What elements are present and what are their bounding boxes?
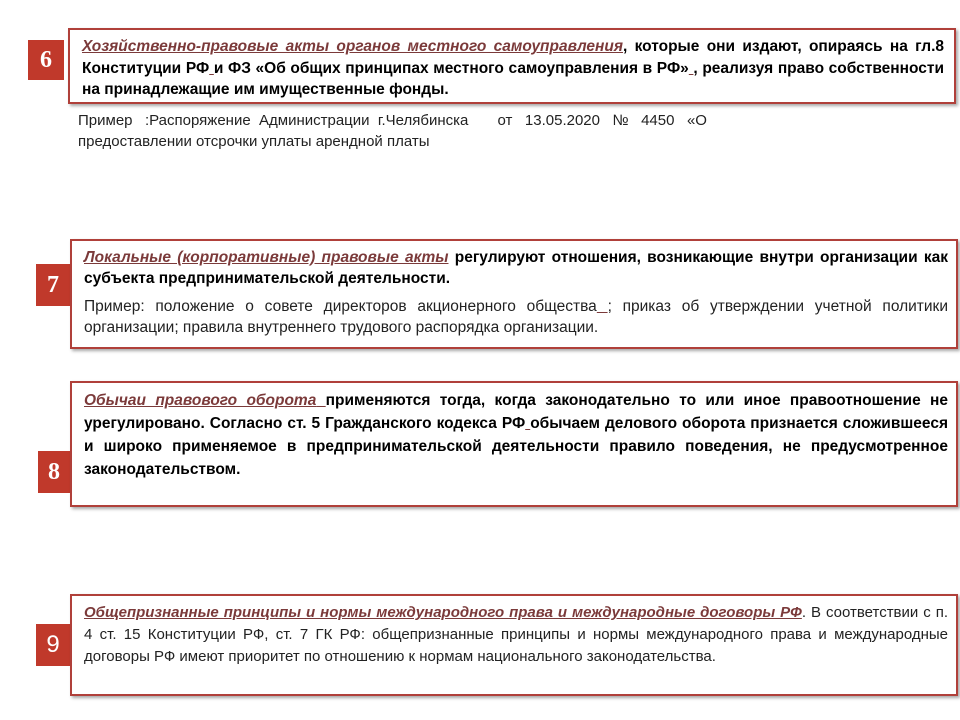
section-number-7 (36, 264, 70, 306)
section-6-text-part: и ФЗ «Об общих принципах местного самоуправления в РФ» (213, 59, 689, 77)
section-number-8 (38, 451, 70, 493)
section-7-text-part: регулируют отношения, возникающие внутри организации как субъекта предпринимательской деятельности. (84, 249, 948, 287)
section-number-6 (28, 40, 64, 80)
section-6-example-line: предоставлении отсрочки уплаты арендной платы (78, 133, 430, 150)
section-number-label: 9 (46, 631, 60, 658)
section-6-text-part: , которые они издают, опираясь на гл.8 Конституции РФ (82, 38, 944, 77)
section-6-text-part: , реализуя право собственности на принадлежащие им имущественные фонды. (82, 59, 945, 98)
section-9-text (84, 602, 948, 668)
section-7-text (84, 247, 948, 289)
section-6-box (68, 28, 956, 104)
section-6-text (82, 36, 944, 101)
section-7-example-part: Пример: положение о совете директоров акционерного общества (84, 298, 597, 315)
section-number-label: 8 (48, 458, 60, 485)
section-8-text-part: применяются тогда, когда законодательно то или иное правоотношение не урегулировано. Согласно ст. 5 Гражданского кодекса РФ (84, 392, 948, 432)
section-7-term: Локальные (корпоративные) правовые акты (84, 249, 449, 266)
section-7-box (70, 239, 958, 349)
section-9-text-part: . В соответствии с п. 4 ст. 15 Конституции РФ, ст. 7 ГК РФ: общепризнанные принципы и нормы международного права и международные договоры РФ имеют приоритет по отношению к нормам национального законодательства. (84, 604, 948, 665)
section-9-box (70, 594, 958, 696)
section-7-example-part: ; приказ об утверждении учетной политики организации; правила внутреннего трудового распорядка организации. (84, 298, 949, 336)
section-7-link-mark[interactable] (597, 298, 608, 315)
section-number-label: 7 (47, 271, 59, 298)
section-8-link-mark[interactable] (316, 392, 325, 409)
section-number-9 (36, 624, 70, 666)
section-6-example-line: Пример :Распоряжение Администрации г.Челябинска от 13.05.2020 № 4450 «О (78, 112, 707, 129)
section-8-box (70, 381, 958, 507)
section-6-term: Хозяйственно-правовые акты органов местного самоуправления (82, 38, 623, 55)
section-7-example (84, 296, 948, 338)
section-number-label: 6 (40, 46, 52, 73)
section-6-example (78, 110, 938, 152)
section-8-text (84, 389, 948, 481)
section-8-term: Обычаи правового оборота (84, 392, 317, 409)
section-8-text-part: обычаем делового оборота признается сложившееся и широко применяемое в предпринимательской деятельности правило поведения, не предусмотренное законодательством. (84, 415, 948, 478)
section-9-term: Общепризнанные принципы и нормы международного права и международные договоры РФ (84, 604, 802, 621)
